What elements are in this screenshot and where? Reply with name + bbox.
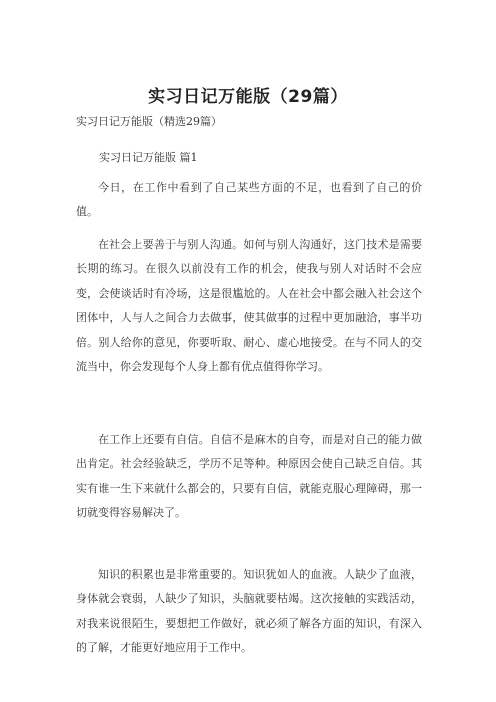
section-heading: 实习日记万能版 篇1 bbox=[99, 151, 198, 164]
document-title: 实习日记万能版（29篇） bbox=[148, 87, 348, 107]
paragraph-3: 在工作上还要有自信。自信不是麻木的自夸，而是对自己的能力做出肯定。社会经验缺乏，学历不足等种。种原因会使自己缺乏自信。其实有谁一生下来就什么都会的，只要有自信，就能克服心理障碍，那一切就变得容易解决了。 bbox=[76, 433, 422, 520]
paragraph-4: 知识的积累也是非常重要的。知识犹如人的血液。人缺少了血液，身体就会衰弱，人缺少了知识，头脑就要枯竭。这次接触的实践活动，对我来说很陌生，要想把工作做好，就必须了解各方面的知识，有深入的了解，才能更好地应用于工作中。 bbox=[76, 568, 422, 655]
document-subtitle: 实习日记万能版（精选29篇） bbox=[76, 115, 222, 128]
paragraph-2: 在社会上要善于与别人沟通。如何与别人沟通好，这门技术是需要长期的练习。在很久以前没有工作的机会，使我与别人对话时不会应变，会使谈话时有冷场，这是很尴尬的。人在社会中都会融入社会这个团体中，人与人之间合力去做事，使其做事的过程中更加融洽，事半功倍。别人给你的意见，你要听取、耐心、虚心地接受。在与不同人的交流当中，你会发现每个人身上都有优点值得你学习。 bbox=[76, 238, 422, 374]
paragraph-1: 今日，在工作中看到了自己某些方面的不足，也看到了自己的价值。 bbox=[76, 181, 422, 219]
